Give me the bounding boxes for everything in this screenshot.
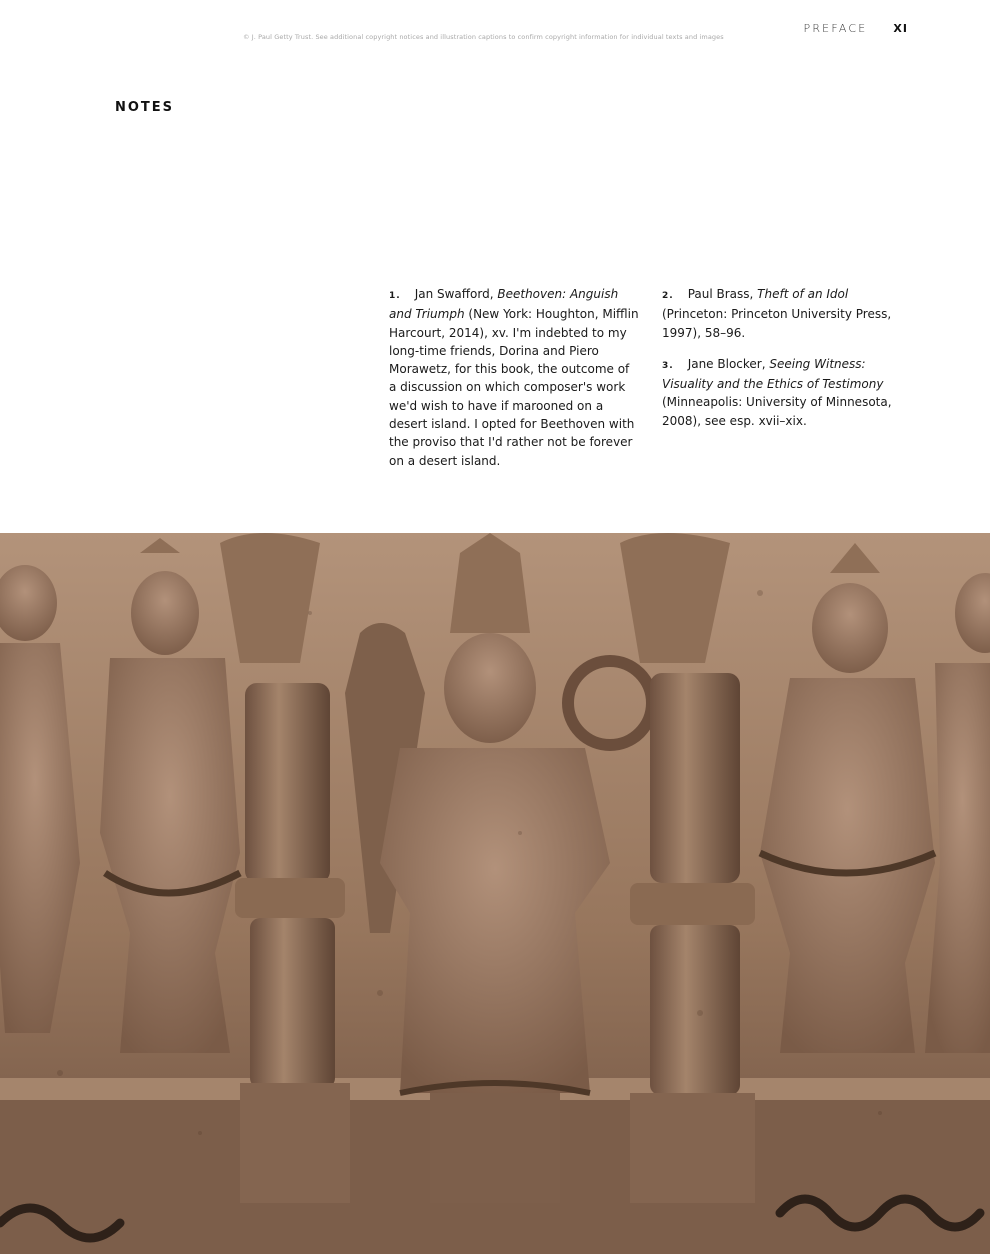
notes-heading: NOTES <box>115 100 175 115</box>
notes-column-left <box>389 285 639 483</box>
copyright-notice: © J. Paul Getty Trust. See additional copyright notices and illustration captions to confirm copyright information for individual texts and images <box>243 33 724 41</box>
note-text-before: Paul Brass, <box>687 287 758 301</box>
note-text-after: (Minneapolis: University of Minnesota, 2008), see esp. xvii–xix. <box>662 395 892 428</box>
note-title: Theft of an Idol <box>757 287 849 301</box>
note-2 <box>662 285 912 342</box>
running-head-section: PREFACE <box>803 22 868 35</box>
note-text-before: Jane Blocker, <box>687 356 770 371</box>
note-number: 3. <box>662 360 674 371</box>
note-title: Seeing Witness: Visuality and the Ethics of Testimony <box>662 356 884 392</box>
note-title: Beethoven: Anguish and Triumph <box>389 287 619 322</box>
note-number: 1. <box>389 291 401 301</box>
note-text-after: (Princeton: Princeton University Press, 1997), 58–96. <box>662 307 892 340</box>
note-text-after: (New York: Houghton, Mifflin Harcourt, 2014), xv. I'm indebted to my long-time friends, Dorina and Piero Morawetz, for this book, the outcome of a discussion on which composer's work we'd wish to have if marooned on a desert island. I opted for Beethoven with the proviso that I'd rather not be forever on a desert island. <box>389 307 639 468</box>
note-3 <box>662 355 912 430</box>
stone-relief-photo <box>0 533 990 1254</box>
page-number: XI <box>893 22 908 35</box>
running-head <box>804 22 909 35</box>
note-text-before: Jan Swafford, <box>414 287 498 301</box>
note-number: 2. <box>662 291 674 301</box>
notes-column-right <box>662 285 912 443</box>
note-1 <box>389 285 639 470</box>
